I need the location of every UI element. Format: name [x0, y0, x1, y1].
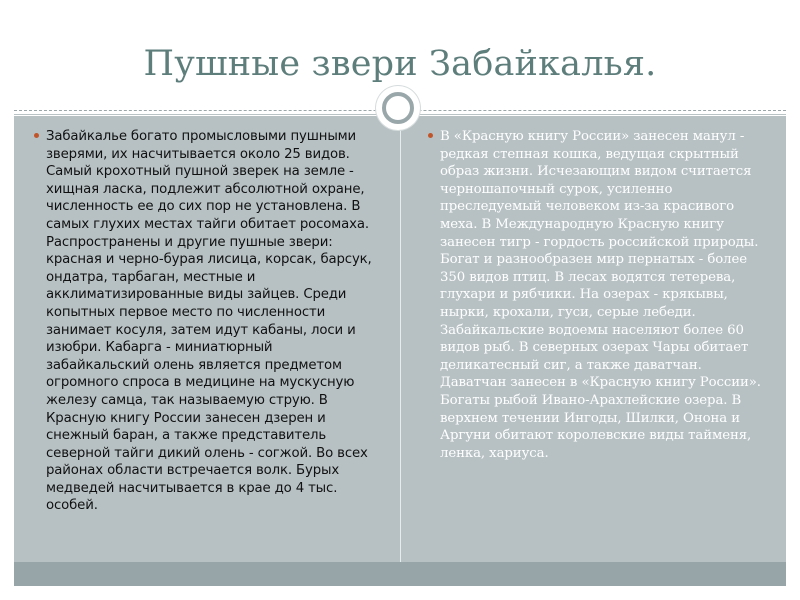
- left-column: [34, 128, 378, 515]
- bullet-icon: [34, 133, 39, 138]
- left-column-text: Забайкалье богато промысловыми пушными зверями, их насчитывается около 25 видов. Самый крохотный пушной зверек на земле - хищная ласка, подлежит абсолютной охране, численность ее до сих пор не установлена. В самых глухих местах тайги обитает росомаха. Распространены и другие пушные звери: красная и черно-бурая лисица, корсак, барсук, ондатра, тарбаган, местные и акклиматизированные виды зайцев. Среди копытных первое место по численности занимает косуля, затем идут кабаны, лоси и изюбри. Кабарга - миниатюрный забайкальский олень является предметом огромного спроса в медицине на мускусную железу самца, так называемую струю. В Красную книгу России занесен дзерен и снежный баран, а также представитель северной тайги дикий олень - согжой. Во всех районах области встречается волк. Бурых медведей насчитывается в крае до 4 тыс. особей.: [46, 129, 372, 514]
- bullet-icon: [428, 133, 433, 138]
- right-column: [428, 128, 768, 462]
- column-divider: [400, 124, 401, 562]
- bottom-strip: [14, 562, 786, 586]
- slide-title: Пушные звери Забайкалья.: [143, 44, 657, 84]
- right-column-text: В «Красную книгу России» занесен манул - редкая степная кошка, ведущая скрытный образ жизни. Исчезающим видом считается черношапочный сурок, усиленно преследуемый человеком из-за красивого меха. В Международную Красную книгу занесен тигр - гордость российской природы. Богат и разнообразен мир пернатых - более 350 видов птиц. В лесах водятся тетерева, глухари и рябчики. На озерах - крякывы, нырки, крохали, гуси, серые лебеди. Забайкальские водоемы населяют более 60 видов рыб. В северных озерах Чары обитает деликатесный сиг, а также даватчан. Даватчан занесен в «Красную книгу России». Богаты рыбой Ивано-Арахлейские озера. В верхнем течении Ингоды, Шилки, Онона и Аргуни обитают королевские виды тайменя, ленка, хариуса.: [440, 129, 761, 461]
- ring-ornament-icon: [376, 86, 420, 130]
